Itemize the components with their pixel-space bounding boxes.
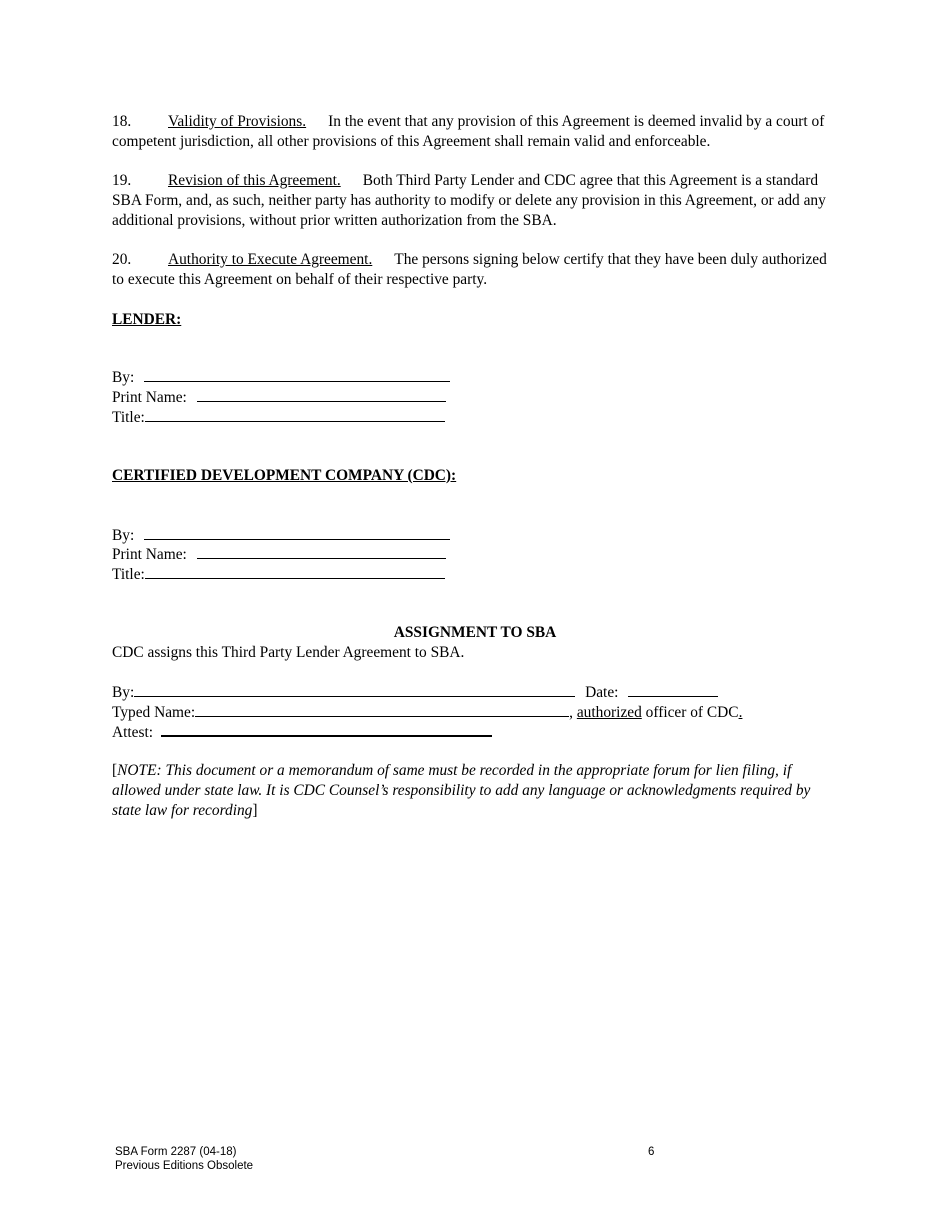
by-label: By:	[112, 369, 135, 386]
lender-heading: LENDER:	[112, 311, 182, 328]
section-title: Authority to Execute Agreement.	[168, 251, 373, 268]
note-close-bracket: ]	[252, 801, 258, 819]
print-name-label: Print Name:	[112, 546, 187, 563]
comma: ,	[569, 704, 573, 721]
cdc-title-row	[112, 564, 445, 585]
assignment-date-line[interactable]	[628, 682, 718, 697]
period: .	[738, 704, 743, 721]
by-label: By:	[112, 527, 135, 544]
lender-print-name-row	[112, 387, 446, 408]
assignment-attest-row	[112, 721, 492, 743]
print-name-label: Print Name:	[112, 389, 187, 406]
obsolete-notice: Previous Editions Obsolete	[115, 1160, 254, 1172]
date-label: Date:	[585, 684, 619, 701]
recording-note	[112, 761, 842, 820]
authorized-word: authorized	[576, 704, 642, 721]
cdc-heading: CERTIFIED DEVELOPMENT COMPANY (CDC):	[112, 467, 457, 484]
assignment-statement: CDC assigns this Third Party Lender Agreement to SBA.	[112, 644, 465, 661]
section-text: In the event that any provision of this Agreement is deemed invalid by a court of competent jurisdiction, all other provisions of this Agreement shall remain valid and enforceable.	[112, 113, 825, 150]
lender-print-name-line[interactable]	[197, 387, 446, 402]
section-text: The persons signing below certify that they have been duly authorized to execute this Agreement on behalf of their respective party.	[112, 251, 827, 288]
cdc-title-line[interactable]	[145, 564, 445, 579]
form-number: SBA Form 2287 (04-18)	[115, 1146, 237, 1158]
section-title: Validity of Provisions.	[168, 113, 307, 130]
note-text: NOTE: This document or a memorandum of same must be recorded in the appropriate forum for lien filing, if allowed under state law. It is CDC Counsel’s responsibility to add any language or acknowledgments required by state law for recording	[112, 762, 811, 819]
section-number: 18.	[112, 113, 132, 130]
section-text: Both Third Party Lender and CDC agree that this Agreement is a standard SBA Form, and, as such, neither party has authority to modify or delete any provision in this Agreement, or add any additional provisions, without prior written authorization from the SBA.	[112, 172, 826, 229]
section-number: 20.	[112, 251, 132, 268]
assignment-attest-line[interactable]	[161, 721, 492, 737]
lender-title-line[interactable]	[145, 407, 445, 422]
cdc-by-row	[112, 525, 450, 546]
assignment-by-row	[112, 682, 718, 703]
lender-by-row	[112, 367, 450, 388]
lender-by-signature-line[interactable]	[144, 367, 450, 382]
assignment-heading: ASSIGNMENT TO SBA	[393, 624, 557, 641]
typed-name-label: Typed Name:	[112, 704, 196, 721]
officer-text: officer of CDC	[645, 704, 739, 721]
section-20	[112, 250, 842, 290]
assignment-by-signature-line[interactable]	[134, 682, 575, 697]
page-number: 6	[648, 1146, 655, 1158]
cdc-print-name-row	[112, 544, 446, 565]
by-label: By:	[112, 684, 135, 701]
cdc-by-signature-line[interactable]	[144, 525, 450, 540]
section-19	[112, 171, 842, 230]
lender-title-row	[112, 407, 445, 428]
note-open-bracket: [	[112, 762, 118, 779]
section-18	[112, 112, 842, 152]
section-title: Revision of this Agreement.	[168, 172, 341, 189]
title-label: Title:	[112, 409, 145, 426]
cdc-print-name-line[interactable]	[197, 544, 446, 559]
assignment-typed-name-row	[112, 702, 742, 723]
footer-form-info	[115, 1145, 253, 1173]
assignment-typed-name-line[interactable]	[195, 702, 569, 717]
section-number: 19.	[112, 172, 132, 189]
title-label: Title:	[112, 566, 145, 583]
attest-label: Attest:	[112, 724, 154, 741]
